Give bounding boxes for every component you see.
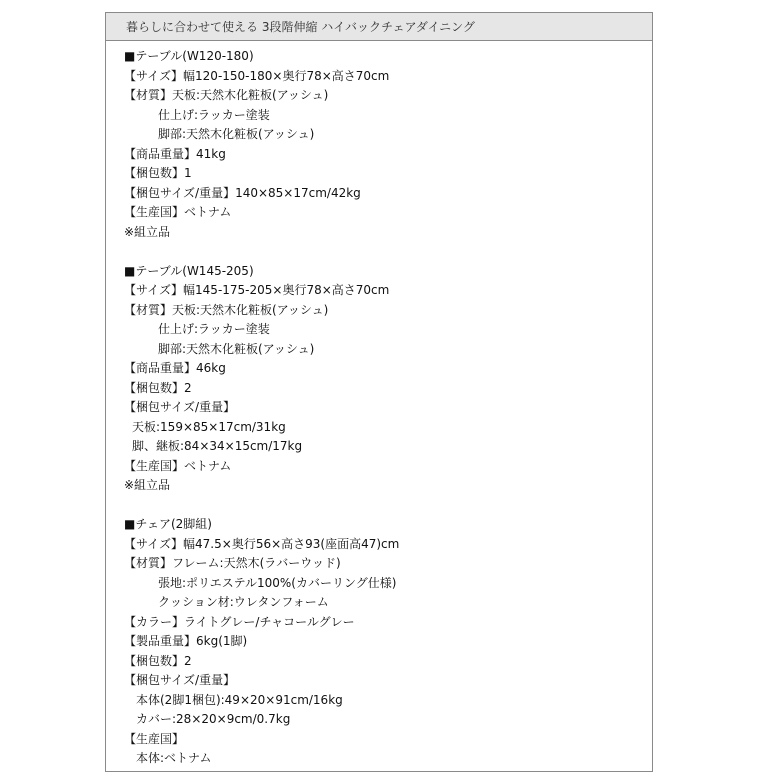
spec-line: 天板:159×85×17cm/31kg xyxy=(132,419,286,434)
spec-line: 【生産国】ベトナム xyxy=(124,205,232,219)
spec-line: 張地:ポリエステル100%(カバーリング仕様) xyxy=(158,575,397,590)
spec-line: 【サイズ】幅120-150-180×奥行78×高さ70cm xyxy=(124,68,390,83)
spec-line: 【サイズ】幅47.5×奥行56×高さ93(座面高47)cm xyxy=(124,536,400,551)
spec-line: 脚、継板:84×34×15cm/17kg xyxy=(132,439,303,453)
spec-line: 本体:ベトナム xyxy=(136,751,212,765)
spec-line: カバー:28×20×9cm/0.7kg xyxy=(136,712,291,726)
section-heading: ■テーブル(W145-205) xyxy=(124,263,254,278)
spec-line: 【カラー】ライトグレー/チャコールグレー xyxy=(124,614,355,629)
spec-line: クッション材:ウレタンフォーム xyxy=(158,595,329,609)
section-heading: ■テーブル(W120-180) xyxy=(124,49,254,63)
spec-line: 脚部:天然木化粧板(アッシュ) xyxy=(158,341,315,356)
spec-header xyxy=(106,13,652,41)
spec-section xyxy=(106,262,652,496)
spec-line: 【梱包数】2 xyxy=(124,380,192,395)
spec-line: 【梱包サイズ/重量】140×85×17cm/42kg xyxy=(124,185,361,200)
spec-line: ※組立品 xyxy=(124,478,171,492)
spec-line: 【材質】天板:天然木化粧板(アッシュ) xyxy=(124,88,329,102)
spec-line: 【商品重量】46kg xyxy=(124,361,226,375)
spec-line: 【梱包数】2 xyxy=(124,653,192,668)
spec-line: 【生産国】ベトナム xyxy=(124,458,232,473)
spec-title: 暮らしに合わせて使える 3段階伸縮 ハイバックチェアダイニング xyxy=(126,20,475,34)
spec-line: 仕上げ:ラッカー塗装 xyxy=(158,322,270,336)
spec-line: 【製品重量】6kg(1脚) xyxy=(124,634,248,648)
spec-body xyxy=(106,41,652,769)
spec-line: ※組立品 xyxy=(124,224,171,239)
section-gap xyxy=(106,242,652,262)
spec-line: 【サイズ】幅145-175-205×奥行78×高さ70cm xyxy=(124,283,390,297)
spec-line: 【材質】天板:天然木化粧板(アッシュ) xyxy=(124,302,329,317)
spec-line: 【商品重量】41kg xyxy=(124,146,226,161)
spec-line: 脚部:天然木化粧板(アッシュ) xyxy=(158,127,315,141)
spec-line: 【生産国】 xyxy=(124,731,185,746)
spec-sheet xyxy=(105,12,653,772)
spec-section xyxy=(106,515,652,769)
section-gap xyxy=(106,496,652,516)
spec-line: 仕上げ:ラッカー塗装 xyxy=(158,107,270,122)
spec-line: 【材質】フレーム:天然木(ラバーウッド) xyxy=(124,556,341,570)
spec-line: 【梱包数】1 xyxy=(124,166,192,180)
section-heading: ■チェア(2脚組) xyxy=(124,517,212,531)
spec-line: 【梱包サイズ/重量】 xyxy=(124,673,236,687)
spec-line: 本体(2脚1梱包):49×20×91cm/16kg xyxy=(136,692,343,707)
spec-section xyxy=(106,47,652,242)
spec-line: 【梱包サイズ/重量】 xyxy=(124,400,236,414)
